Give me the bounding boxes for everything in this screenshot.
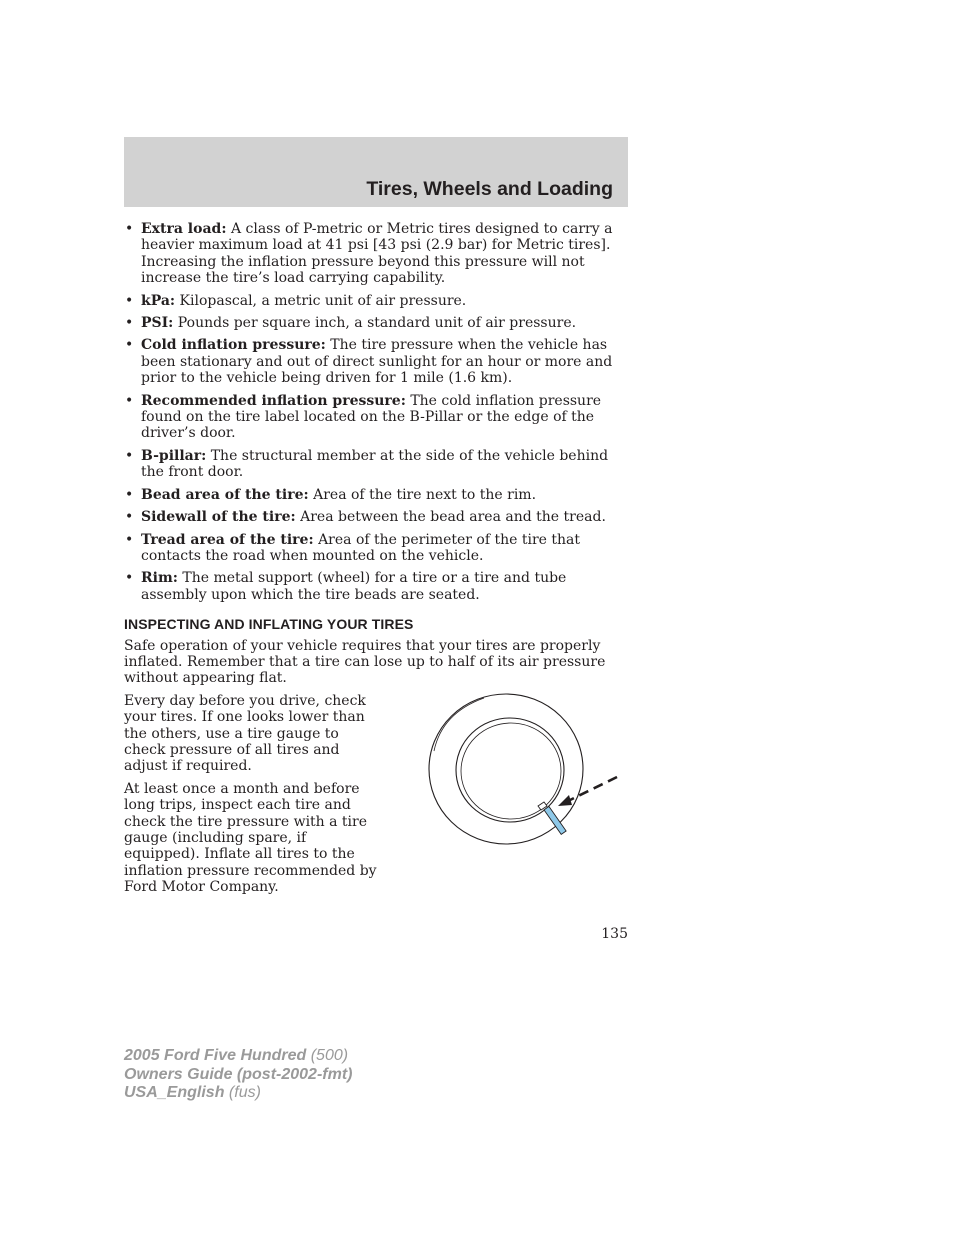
definitions-list	[124, 221, 630, 603]
list-item	[124, 293, 630, 309]
list-item	[124, 532, 630, 565]
list-item	[124, 487, 630, 503]
definition-term: Recommended inflation pressure:	[141, 392, 406, 409]
definition-term: Extra load:	[141, 221, 227, 237]
monthly-check-paragraph: At least once a month and before long trips, inspect each tire and check the tire pressure with a tire gauge (including spare, if equipped). Inflate all tires to the inflation pressure recommended by Ford Motor Company.	[124, 780, 377, 896]
definition-text: Area of the perimeter of the tire that contacts the road when mounted on the vehicle.	[141, 531, 581, 564]
bullet-icon: •	[125, 292, 134, 309]
definition-text: Kilopascal, a metric unit of air pressure.	[175, 292, 467, 309]
page-title: Tires, Wheels and Loading	[366, 178, 613, 200]
main-content	[124, 221, 630, 902]
footer-model: 2005 Ford Five Hundred	[124, 1047, 307, 1064]
list-item	[124, 337, 630, 386]
list-item	[124, 448, 630, 481]
footer-model-code: (500)	[306, 1047, 349, 1064]
definition-term: B-pillar:	[141, 447, 207, 464]
definition-text: The structural member at the side of the vehicle behind the front door.	[141, 447, 609, 481]
definition-term: Rim:	[141, 570, 178, 587]
definition-term: Tread area of the tire:	[141, 531, 314, 548]
bullet-icon: •	[125, 447, 134, 464]
bullet-icon: •	[125, 337, 134, 354]
definition-text: A class of P-metric or Metric tires designed to carry a heavier maximum load at 41 psi [43 psi (2.9 bar) for Metric tires]. Increasing the inflation pressure beyond this pressure will not increase the tire’s load carrying capability.	[141, 221, 613, 287]
footer-language-code: (fus)	[224, 1084, 261, 1101]
bullet-icon: •	[125, 221, 134, 237]
definition-term: kPa:	[141, 292, 176, 309]
document-footer	[124, 1047, 352, 1103]
header-band	[124, 137, 628, 207]
bullet-icon: •	[125, 531, 134, 548]
list-item	[124, 509, 630, 525]
bullet-icon: •	[125, 392, 134, 409]
definition-term: PSI:	[141, 315, 174, 332]
definition-text: The tire pressure when the vehicle has been stationary and out of direct sunlight for an hour or more and prior to the vehicle being driven for 1 mile (1.6 km).	[141, 337, 613, 387]
tire-gauge-illustration	[424, 693, 624, 853]
intro-paragraph: Safe operation of your vehicle requires that your tires are properly inflated. Remember that a tire can lose up to half of its air pressure without appearing flat.	[124, 637, 606, 687]
bullet-icon: •	[125, 509, 134, 526]
bullet-icon: •	[125, 486, 134, 503]
bullet-icon: •	[125, 570, 134, 587]
definition-term: Bead area of the tire:	[141, 486, 309, 503]
daily-check-paragraph: Every day before you drive, check your tires. If one looks lower than the others, use a tire gauge to check pressure of all tires and adjust if required.	[124, 692, 366, 775]
bullet-icon: •	[125, 315, 134, 332]
page-number: 135	[601, 926, 628, 942]
list-item	[124, 393, 630, 442]
text-with-figure	[124, 693, 630, 896]
footer-guide: Owners Guide (post-2002-fmt)	[124, 1065, 353, 1083]
definition-text: Area between the bead area and the tread.	[295, 509, 606, 526]
list-item	[124, 315, 630, 331]
definition-text: Area of the tire next to the rim.	[308, 486, 537, 503]
footer-language: USA_English	[124, 1084, 225, 1101]
definition-term: Sidewall of the tire:	[141, 509, 296, 526]
definition-term: Cold inflation pressure:	[141, 337, 326, 354]
section-heading: INSPECTING AND INFLATING YOUR TIRES	[124, 616, 414, 633]
list-item	[124, 570, 630, 603]
definition-text: The metal support (wheel) for a tire or a tire and tube assembly upon which the tire beads are seated.	[141, 570, 567, 603]
definition-text: Pounds per square inch, a standard unit of air pressure.	[173, 315, 577, 332]
list-item	[124, 221, 630, 287]
definition-text: The cold inflation pressure found on the tire label located on the B-Pillar or the edge of the driver’s door.	[141, 392, 602, 442]
